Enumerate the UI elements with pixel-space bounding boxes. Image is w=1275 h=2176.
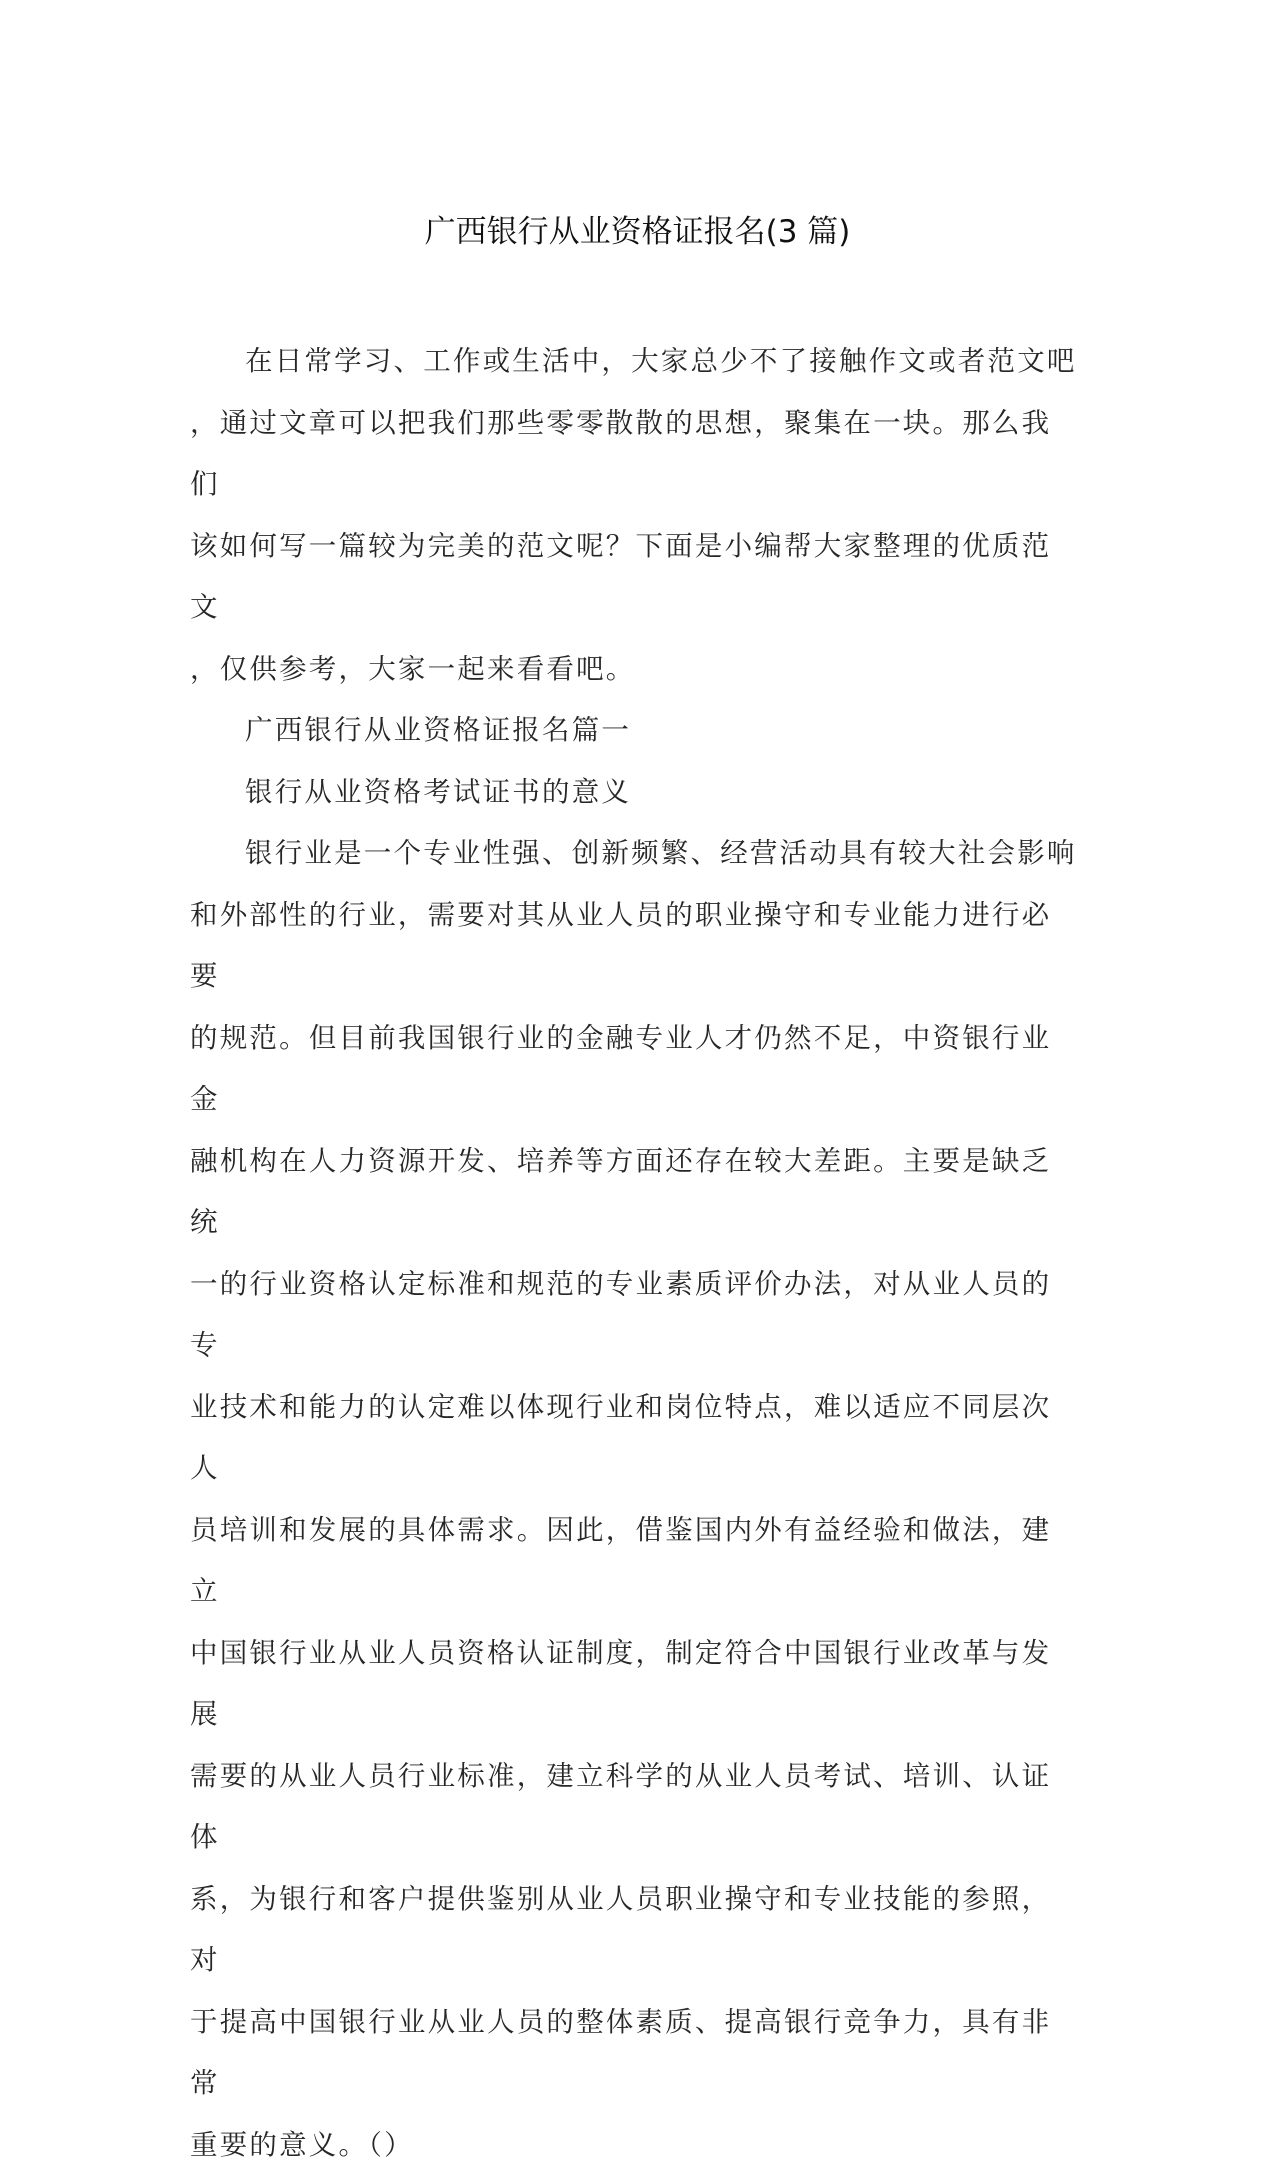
- document-title: 广西银行从业资格证报名(3 篇): [424, 214, 851, 250]
- body-paragraph: 银行业是一个专业性强、创新频繁、经营活动具有较大社会影响 和外部性的行业，需要对其从业人员的职业操守和专业能力进行必要 的规范。但目前我国银行业的金融专业人才仍然不足，中资银行业金 融机构在人力资源开发、培养等方面还存在较大差距。主要是缺乏统 一的行业资格认定标准和规范的专业素质评价办法，对从业人员的专 业技术和能力的认定难以体现行业和岗位特点，难以适应不同层次人 员培训和发展的具体需求。因此，借鉴国内外有益经验和做法，建立 中国银行业从业人员资格认证制度，制定符合中国银行业改革与发展 需要的从业人员行业标准，建立科学的从业人员考试、培训、认证体 系，为银行和客户提供鉴别从业人员职业操守和专业技能的参照，对 于提高中国银行业从业人员的整体素质、提高银行竞争力，具有非常 重要的意义。（）: [190, 837, 1077, 2161]
- subsection-heading: 银行从业资格考试证书的意义: [245, 775, 632, 808]
- document-body: [190, 331, 1080, 2176]
- intro-paragraph: 在日常学习、工作或生活中，大家总少不了接触作文或者范文吧 ，通过文章可以把我们那些零零散散的思想，聚集在一块。那么我们 该如何写一篇较为完美的范文呢？下面是小编帮大家整理的优质范文 ，仅供参考，大家一起来看看吧。: [190, 345, 1077, 685]
- section-heading: 广西银行从业资格证报名篇一: [245, 714, 632, 746]
